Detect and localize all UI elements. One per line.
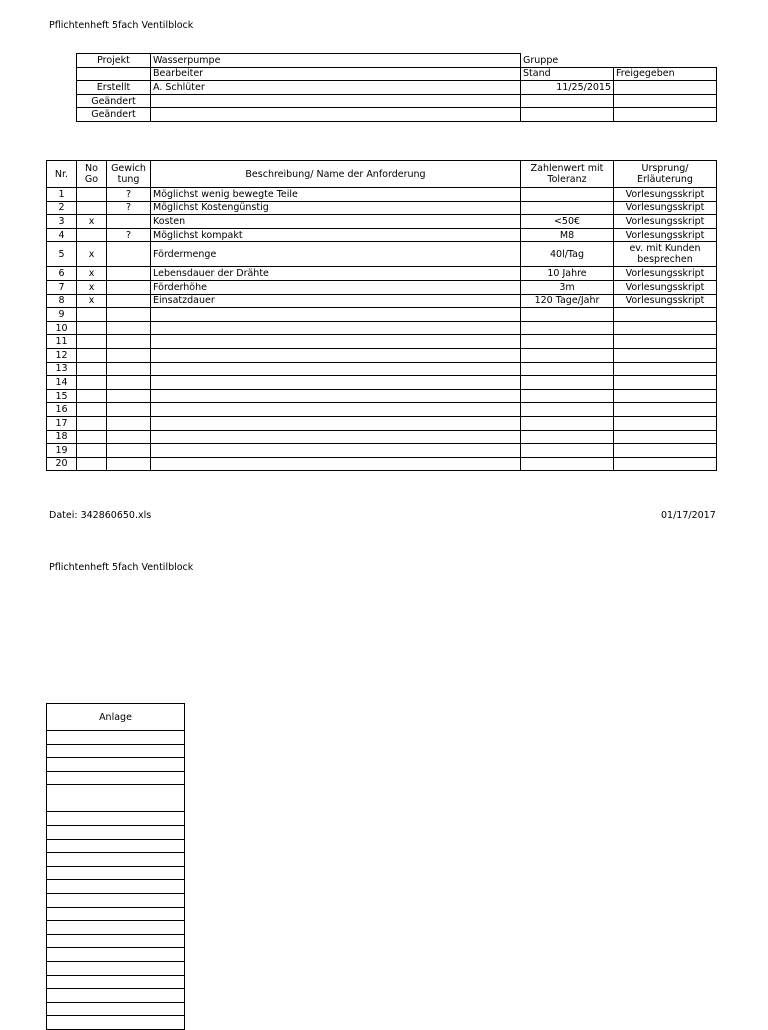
requirement-nogo: x bbox=[77, 267, 107, 281]
requirement-nogo bbox=[77, 308, 107, 322]
requirement-source bbox=[614, 403, 717, 417]
anlage-row bbox=[47, 961, 185, 975]
col-header-nogo: No Go bbox=[77, 161, 107, 188]
anlage-row bbox=[47, 731, 185, 745]
requirement-row bbox=[47, 430, 717, 444]
requirement-description: Förderhöhe bbox=[151, 280, 521, 294]
gruppe-value bbox=[614, 54, 717, 68]
anlage-cell bbox=[47, 825, 185, 839]
anlage-cell bbox=[47, 785, 185, 812]
requirement-source: ev. mit Kunden besprechen bbox=[614, 242, 717, 267]
requirement-nogo bbox=[77, 348, 107, 362]
requirement-gewichtung bbox=[107, 389, 151, 403]
requirement-value bbox=[521, 403, 614, 417]
anlage-row bbox=[47, 907, 185, 921]
requirement-gewichtung bbox=[107, 267, 151, 281]
erstellt-date: 11/25/2015 bbox=[521, 81, 614, 95]
col-header-nr: Nr. bbox=[47, 161, 77, 188]
col-header-ursprung: Ursprung/ Erläuterung bbox=[614, 161, 717, 188]
requirement-nogo bbox=[77, 188, 107, 202]
geaendert-label: Geändert bbox=[77, 94, 151, 108]
requirement-gewichtung: ? bbox=[107, 201, 151, 215]
requirement-nogo bbox=[77, 321, 107, 335]
requirement-nr: 20 bbox=[47, 457, 77, 471]
anlage-cell bbox=[47, 907, 185, 921]
requirement-nogo bbox=[77, 403, 107, 417]
anlage-row bbox=[47, 934, 185, 948]
requirement-nogo bbox=[77, 389, 107, 403]
anlage-cell bbox=[47, 961, 185, 975]
requirement-value bbox=[521, 201, 614, 215]
requirement-source: Vorlesungsskript bbox=[614, 280, 717, 294]
requirement-gewichtung bbox=[107, 416, 151, 430]
requirement-nr: 11 bbox=[47, 335, 77, 349]
requirement-description: Kosten bbox=[151, 215, 521, 229]
blank-cell bbox=[521, 108, 614, 122]
header-row-geaendert-2 bbox=[77, 108, 717, 122]
requirement-nogo bbox=[77, 430, 107, 444]
erstellt-label: Erstellt bbox=[77, 81, 151, 95]
anlage-cell bbox=[47, 1002, 185, 1016]
freigegeben-label: Freigegeben bbox=[614, 67, 717, 81]
anlage-row bbox=[47, 853, 185, 867]
blank-cell bbox=[77, 67, 151, 81]
geaendert-label: Geändert bbox=[77, 108, 151, 122]
requirement-nogo bbox=[77, 457, 107, 471]
requirement-description bbox=[151, 403, 521, 417]
requirement-gewichtung bbox=[107, 362, 151, 376]
requirement-nogo bbox=[77, 201, 107, 215]
requirement-source: Vorlesungsskript bbox=[614, 228, 717, 242]
requirement-nr: 7 bbox=[47, 280, 77, 294]
requirement-value bbox=[521, 444, 614, 458]
anlage-cell bbox=[47, 744, 185, 758]
anlage-header-row bbox=[47, 704, 185, 731]
requirement-nr: 16 bbox=[47, 403, 77, 417]
requirement-source bbox=[614, 308, 717, 322]
requirement-source bbox=[614, 444, 717, 458]
requirement-row bbox=[47, 321, 717, 335]
requirement-value bbox=[521, 321, 614, 335]
anlage-cell bbox=[47, 934, 185, 948]
requirement-nogo: x bbox=[77, 242, 107, 267]
anlage-cell bbox=[47, 758, 185, 772]
anlage-row bbox=[47, 1016, 185, 1030]
requirement-nogo bbox=[77, 444, 107, 458]
requirement-nr: 18 bbox=[47, 430, 77, 444]
requirement-source: Vorlesungsskript bbox=[614, 201, 717, 215]
requirement-source bbox=[614, 430, 717, 444]
requirement-value bbox=[521, 389, 614, 403]
requirement-nr: 4 bbox=[47, 228, 77, 242]
anlage-row bbox=[47, 758, 185, 772]
gruppe-label: Gruppe bbox=[521, 54, 614, 68]
anlage-cell bbox=[47, 839, 185, 853]
requirement-source: Vorlesungsskript bbox=[614, 267, 717, 281]
anlage-cell bbox=[47, 975, 185, 989]
requirement-description: Fördermenge bbox=[151, 242, 521, 267]
requirement-gewichtung bbox=[107, 430, 151, 444]
requirement-source bbox=[614, 416, 717, 430]
requirement-nr: 8 bbox=[47, 294, 77, 308]
requirement-description bbox=[151, 389, 521, 403]
requirement-row bbox=[47, 228, 717, 242]
anlage-cell bbox=[47, 880, 185, 894]
anlage-row bbox=[47, 921, 185, 935]
requirement-row bbox=[47, 280, 717, 294]
col-header-beschreibung: Beschreibung/ Name der Anforderung bbox=[151, 161, 521, 188]
requirement-gewichtung bbox=[107, 321, 151, 335]
requirement-value bbox=[521, 335, 614, 349]
requirement-value bbox=[521, 348, 614, 362]
requirement-nogo bbox=[77, 416, 107, 430]
requirement-gewichtung bbox=[107, 444, 151, 458]
anlage-cell bbox=[47, 989, 185, 1003]
requirement-value: 40l/Tag bbox=[521, 242, 614, 267]
header-row-erstellt bbox=[77, 81, 717, 95]
anlage-row bbox=[47, 880, 185, 894]
requirement-description bbox=[151, 321, 521, 335]
anlage-row bbox=[47, 825, 185, 839]
requirement-source: Vorlesungsskript bbox=[614, 294, 717, 308]
requirement-row bbox=[47, 376, 717, 390]
header-row-bearbeiter bbox=[77, 67, 717, 81]
requirement-description: Lebensdauer der Drähte bbox=[151, 267, 521, 281]
requirement-value: 3m bbox=[521, 280, 614, 294]
requirement-row bbox=[47, 201, 717, 215]
requirement-description bbox=[151, 430, 521, 444]
document-title: Pflichtenheft 5fach Ventilblock bbox=[49, 20, 194, 31]
requirements-header-row bbox=[47, 161, 717, 188]
requirement-gewichtung: ? bbox=[107, 188, 151, 202]
requirement-source bbox=[614, 335, 717, 349]
requirement-row bbox=[47, 348, 717, 362]
requirement-row bbox=[47, 308, 717, 322]
footer-filename: Datei: 342860650.xls bbox=[49, 510, 152, 521]
blank-cell bbox=[151, 94, 521, 108]
anlage-cell bbox=[47, 948, 185, 962]
requirement-value bbox=[521, 416, 614, 430]
requirement-nr: 19 bbox=[47, 444, 77, 458]
anlage-row bbox=[47, 948, 185, 962]
requirement-nogo bbox=[77, 362, 107, 376]
requirement-row bbox=[47, 362, 717, 376]
blank-cell bbox=[151, 108, 521, 122]
requirement-nr: 2 bbox=[47, 201, 77, 215]
requirement-gewichtung bbox=[107, 308, 151, 322]
requirement-nr: 9 bbox=[47, 308, 77, 322]
requirement-description bbox=[151, 376, 521, 390]
anlage-row bbox=[47, 989, 185, 1003]
anlage-cell bbox=[47, 893, 185, 907]
requirement-source bbox=[614, 457, 717, 471]
requirement-gewichtung bbox=[107, 376, 151, 390]
requirement-nogo bbox=[77, 228, 107, 242]
footer-date: 01/17/2017 bbox=[661, 510, 716, 521]
requirement-value bbox=[521, 188, 614, 202]
requirement-gewichtung: ? bbox=[107, 228, 151, 242]
blank-cell bbox=[614, 94, 717, 108]
requirement-row bbox=[47, 389, 717, 403]
header-row-geaendert-1 bbox=[77, 94, 717, 108]
anlage-row bbox=[47, 785, 185, 812]
requirement-description: Einsatzdauer bbox=[151, 294, 521, 308]
anlage-table bbox=[46, 703, 185, 1030]
requirement-nr: 12 bbox=[47, 348, 77, 362]
anlage-row bbox=[47, 812, 185, 826]
requirement-nr: 1 bbox=[47, 188, 77, 202]
requirement-value: 10 Jahre bbox=[521, 267, 614, 281]
requirement-nogo bbox=[77, 335, 107, 349]
requirement-value: <50€ bbox=[521, 215, 614, 229]
anlage-row bbox=[47, 975, 185, 989]
requirement-nogo: x bbox=[77, 215, 107, 229]
requirement-description bbox=[151, 362, 521, 376]
requirement-row bbox=[47, 294, 717, 308]
requirement-source bbox=[614, 389, 717, 403]
requirement-gewichtung bbox=[107, 280, 151, 294]
stand-label: Stand bbox=[521, 67, 614, 81]
requirement-row bbox=[47, 188, 717, 202]
requirement-source bbox=[614, 321, 717, 335]
requirement-source: Vorlesungsskript bbox=[614, 215, 717, 229]
requirement-value: M8 bbox=[521, 228, 614, 242]
requirement-description: Möglichst wenig bewegte Teile bbox=[151, 188, 521, 202]
page2-title: Pflichtenheft 5fach Ventilblock bbox=[49, 562, 194, 573]
anlage-row bbox=[47, 1002, 185, 1016]
anlage-cell bbox=[47, 853, 185, 867]
requirement-value bbox=[521, 308, 614, 322]
requirement-nr: 3 bbox=[47, 215, 77, 229]
requirement-nr: 5 bbox=[47, 242, 77, 267]
col-header-zahlenwert: Zahlenwert mit Toleranz bbox=[521, 161, 614, 188]
requirement-nr: 13 bbox=[47, 362, 77, 376]
requirement-row bbox=[47, 267, 717, 281]
requirement-gewichtung bbox=[107, 348, 151, 362]
header-table bbox=[76, 53, 717, 122]
requirement-nr: 17 bbox=[47, 416, 77, 430]
requirement-gewichtung bbox=[107, 294, 151, 308]
requirement-nogo: x bbox=[77, 294, 107, 308]
requirement-description bbox=[151, 308, 521, 322]
requirement-row bbox=[47, 444, 717, 458]
anlage-row bbox=[47, 839, 185, 853]
requirement-description: Möglichst Kostengünstig bbox=[151, 201, 521, 215]
blank-cell bbox=[614, 108, 717, 122]
requirement-description: Möglichst kompakt bbox=[151, 228, 521, 242]
blank-cell bbox=[521, 94, 614, 108]
requirement-row bbox=[47, 215, 717, 229]
anlage-row bbox=[47, 771, 185, 785]
anlage-cell bbox=[47, 812, 185, 826]
anlage-row bbox=[47, 744, 185, 758]
requirement-nr: 6 bbox=[47, 267, 77, 281]
requirement-description bbox=[151, 335, 521, 349]
requirement-nr: 15 bbox=[47, 389, 77, 403]
requirement-gewichtung bbox=[107, 457, 151, 471]
requirement-gewichtung bbox=[107, 215, 151, 229]
requirement-value bbox=[521, 376, 614, 390]
requirement-value bbox=[521, 362, 614, 376]
requirement-description bbox=[151, 416, 521, 430]
requirement-gewichtung bbox=[107, 403, 151, 417]
anlage-header: Anlage bbox=[47, 704, 185, 731]
erstellt-name: A. Schlüter bbox=[151, 81, 521, 95]
requirement-row bbox=[47, 335, 717, 349]
projekt-value: Wasserpumpe bbox=[151, 54, 521, 68]
requirement-nogo bbox=[77, 376, 107, 390]
anlage-cell bbox=[47, 866, 185, 880]
requirement-nogo: x bbox=[77, 280, 107, 294]
requirement-row bbox=[47, 242, 717, 267]
requirement-source: Vorlesungsskript bbox=[614, 188, 717, 202]
requirement-value bbox=[521, 430, 614, 444]
header-row-projekt bbox=[77, 54, 717, 68]
requirement-nr: 14 bbox=[47, 376, 77, 390]
requirement-nr: 10 bbox=[47, 321, 77, 335]
requirement-description bbox=[151, 348, 521, 362]
blank-cell bbox=[614, 81, 717, 95]
requirement-value bbox=[521, 457, 614, 471]
requirement-description bbox=[151, 444, 521, 458]
requirement-gewichtung bbox=[107, 242, 151, 267]
anlage-row bbox=[47, 893, 185, 907]
requirement-row bbox=[47, 403, 717, 417]
anlage-row bbox=[47, 866, 185, 880]
requirement-row bbox=[47, 416, 717, 430]
anlage-cell bbox=[47, 771, 185, 785]
requirement-source bbox=[614, 362, 717, 376]
anlage-cell bbox=[47, 1016, 185, 1030]
projekt-label: Projekt bbox=[77, 54, 151, 68]
requirement-row bbox=[47, 457, 717, 471]
requirement-gewichtung bbox=[107, 335, 151, 349]
requirement-value: 120 Tage/Jahr bbox=[521, 294, 614, 308]
anlage-cell bbox=[47, 921, 185, 935]
bearbeiter-label: Bearbeiter bbox=[151, 67, 521, 81]
col-header-gewichtung: Gewich tung bbox=[107, 161, 151, 188]
anlage-cell bbox=[47, 731, 185, 745]
requirements-table bbox=[46, 160, 717, 471]
requirement-source bbox=[614, 348, 717, 362]
requirement-description bbox=[151, 457, 521, 471]
requirement-source bbox=[614, 376, 717, 390]
